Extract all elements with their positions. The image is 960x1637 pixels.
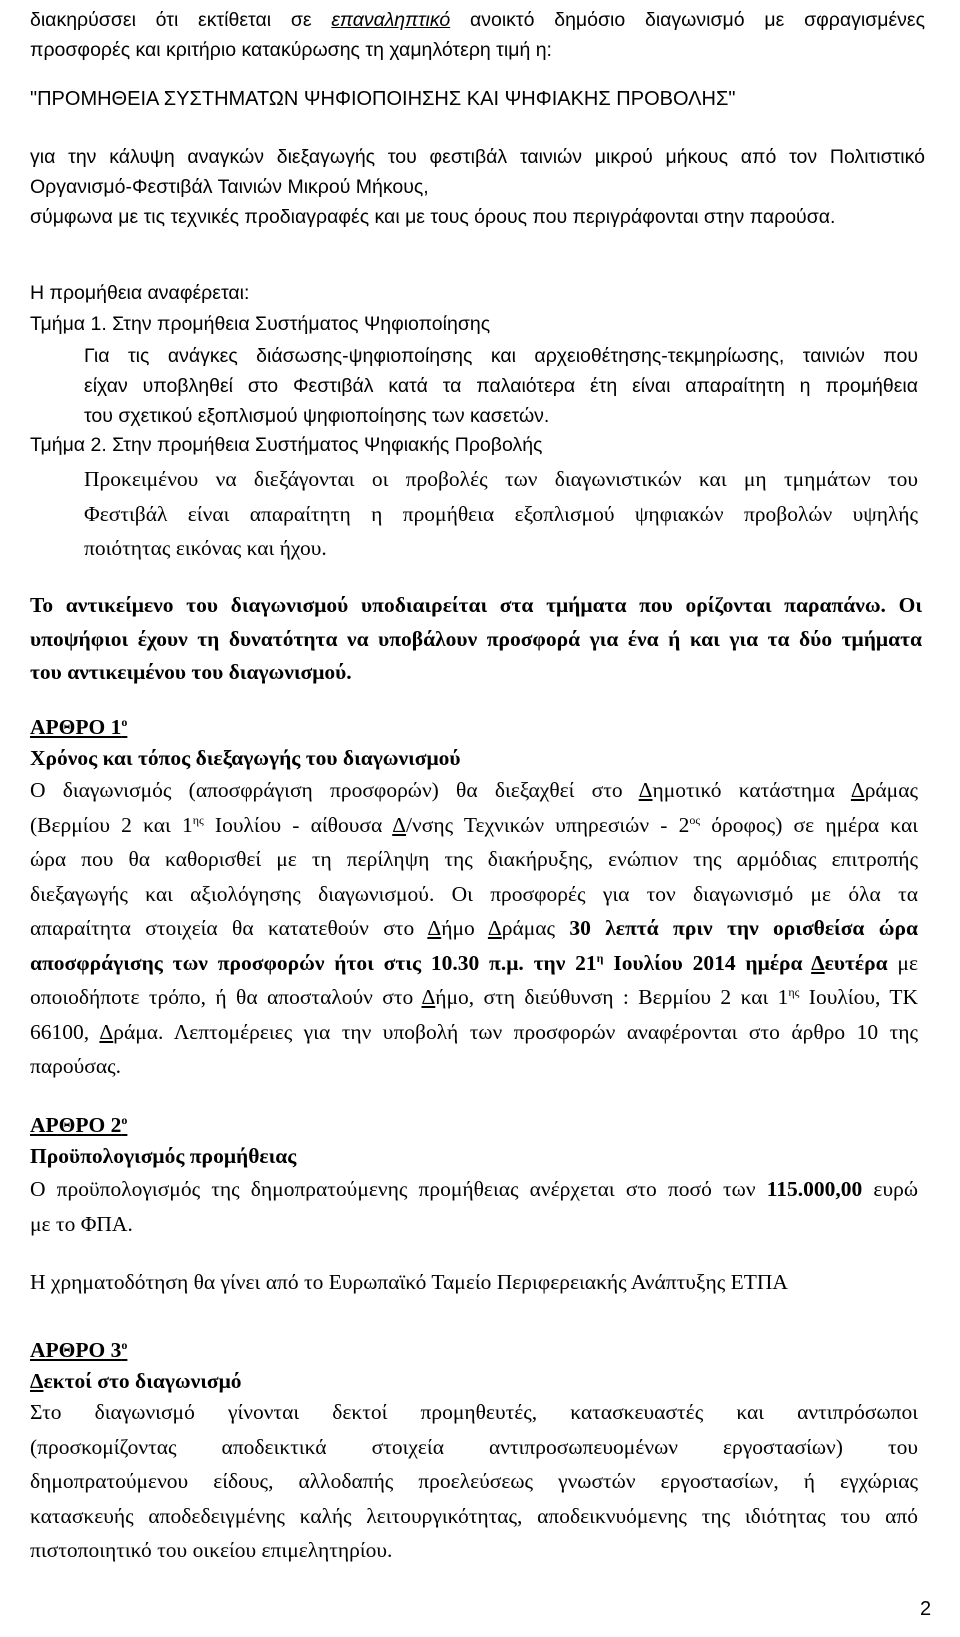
article-1-body: Ο διαγωνισμός (αποσφράγιση προσφορών) θα διεξαχθεί στο Δημοτικό κατάστημα Δράμας (Βερμίου 2 και $1^{\eta\varsigma}$ Ιουλίου - αίθουσα Δ/νσης Τεχνικών υπηρεσιών - $2^{o\varsigma}$ όροφος) σε ημέρα και ώρα που θα καθορισθεί με τη περίληψη της διακήρυξης, ενώπιον της αρμόδιας επιτροπής διεξαγωγής και αξιολόγησης διαγωνισμού. Οι προσφορές για τον διαγωνισμό με όλα τα απαραίτητα στοιχεία θα κατατεθούν στο Δήμο Δράμας 30 λεπτά πριν την ορισθείσα ώρα αποσφράγισης των προσφορών ήτοι στις 10.30 π.μ. την $21^\eta$ Ιουλίου 2014 ημέρα Δευτέρα με οποιοδήποτε τρόπο, ή θα αποσταλούν στο Δήμο, στη διεύθυνση : Βερμίου 2 και $1^{\eta\varsigma}$ Ιουλίου, ΤΚ 66100, Δράμα. Λεπτομέρειες για την υποβολή των προσφορών αναφέρονται στο άρθρο 10 της παρούσας. — [30, 778, 919, 1078]
page-number: 2 — [920, 1598, 932, 1620]
article-3-heading: ΑΡΘΡΟ $3^o$ — [30, 1338, 128, 1362]
intro-line-5: σύμφωνα με τις τεχνικές προδιαγραφές και με τους όρους που περιγράφονται στην παρούσα. — [30, 206, 836, 228]
article-2-body: Ο προϋπολογισμός της δημοπρατούμενης προμήθειας ανέρχεται στο ποσό των 115.000,00 ευρώ με το ΦΠΑ. — [30, 1177, 918, 1236]
part-1-description: Για τις ανάγκες διάσωσης-ψηφιοποίησης και αρχειοθέτησης-τεκμηρίωσης, ταινιών που είχαν υποβληθεί στο Φεστιβάλ κατά τα παλαιότερα έτη είναι απαραίτητη η προμήθεια του σχετικού εξοπλισμού ψηφιοποίησης των κασετών. — [84, 345, 918, 427]
tender-title: "ΠΡΟΜΗΘΕΙΑ ΣΥΣΤΗΜΑΤΩΝ ΨΗΦΙΟΠΟΙΗΣΗΣ ΚΑΙ ΨΗΦΙΑΚΗΣ ΠΡΟΒΟΛΗΣ" — [30, 88, 736, 110]
intro-line-3: για την κάλυψη αναγκών διεξαγωγής του φεστιβάλ ταινιών μικρού μήκους από τον Πολιτιστικό — [30, 146, 925, 168]
article-2-subheading: Προϋπολογισμός προμήθειας — [30, 1144, 297, 1168]
part-2-description: Προκειμένου να διεξάγονται οι προβολές των διαγωνιστικών και μη τμημάτων του Φεστιβάλ είναι απαραίτητη η προμήθεια εξοπλισμού ψηφιακών προβολών υψηλής ποιότητας εικόνας και ήχου. — [84, 467, 918, 560]
article-2-heading: ΑΡΘΡΟ $2^o$ — [30, 1113, 128, 1137]
intro-line-4: Οργανισμό-Φεστιβάλ Ταινιών Μικρού Μήκους, — [30, 176, 429, 198]
article-1-heading: ΑΡΘΡΟ $1^o$ — [30, 715, 128, 739]
procurement-heading: Η προμήθεια αναφέρεται: — [30, 282, 250, 304]
intro-continued — [30, 142, 925, 232]
intro-section — [30, 5, 925, 65]
part-1-title: Τμήμα 1. Στην προμήθεια Συστήματος Ψηφιοποίησης — [30, 313, 491, 335]
article-3-body: Στο διαγωνισμό γίνονται δεκτοί προμηθευτές, κατασκευαστές και αντιπρόσωποι (προσκομίζοντας αποδεικτικά στοιχεία αντιπροσωπευομένων εργοστασίων) του δημοπρατούμενου είδους, αλλοδαπής προελεύσεως γνωστών εργοστασίων, ή εγχώριας κατασκευής αποδεδειγμένης καλής λειτουργικότητας, αποδεικνυόμενης της ιδιότητας του από πιστοποιητικό του οικείου επιμελητηρίου. — [30, 1400, 918, 1562]
intro-line-2: προσφορές και κριτήριο κατακύρωσης τη χαμηλότερη τιμή η: — [30, 39, 552, 61]
repeat-tender-term: επαναληπτικό — [331, 9, 451, 31]
intro-line-1: διακηρύσσει ότι εκτίθεται σε επαναληπτικό ανοικτό δημόσιο διαγωνισμό με σφραγισμένες — [30, 9, 925, 31]
article-3-subheading: Δεκτοί στο διαγωνισμό — [30, 1369, 242, 1393]
part-2-title: Τμήμα 2. Στην προμήθεια Συστήματος Ψηφιακής Προβολής — [30, 434, 543, 456]
article-1-subheading: Χρόνος και τόπος διεξαγωγής του διαγωνισμού — [30, 746, 461, 770]
funding-statement: Η χρηματοδότηση θα γίνει από το Ευρωπαϊκό Ταμείο Περιφερειακής Ανάπτυξης ΕΤΠΑ — [30, 1270, 788, 1294]
subdivision-paragraph: Το αντικείμενο του διαγωνισμού υποδιαιρείται στα τμήματα που ορίζονται παραπάνω. Οι υποψήφιοι έχουν τη δυνατότητα να υποβάλουν προσφορά για ένα ή και για τα δύο τμήματα του αντικειμένου του διαγωνισμού. — [30, 593, 922, 684]
